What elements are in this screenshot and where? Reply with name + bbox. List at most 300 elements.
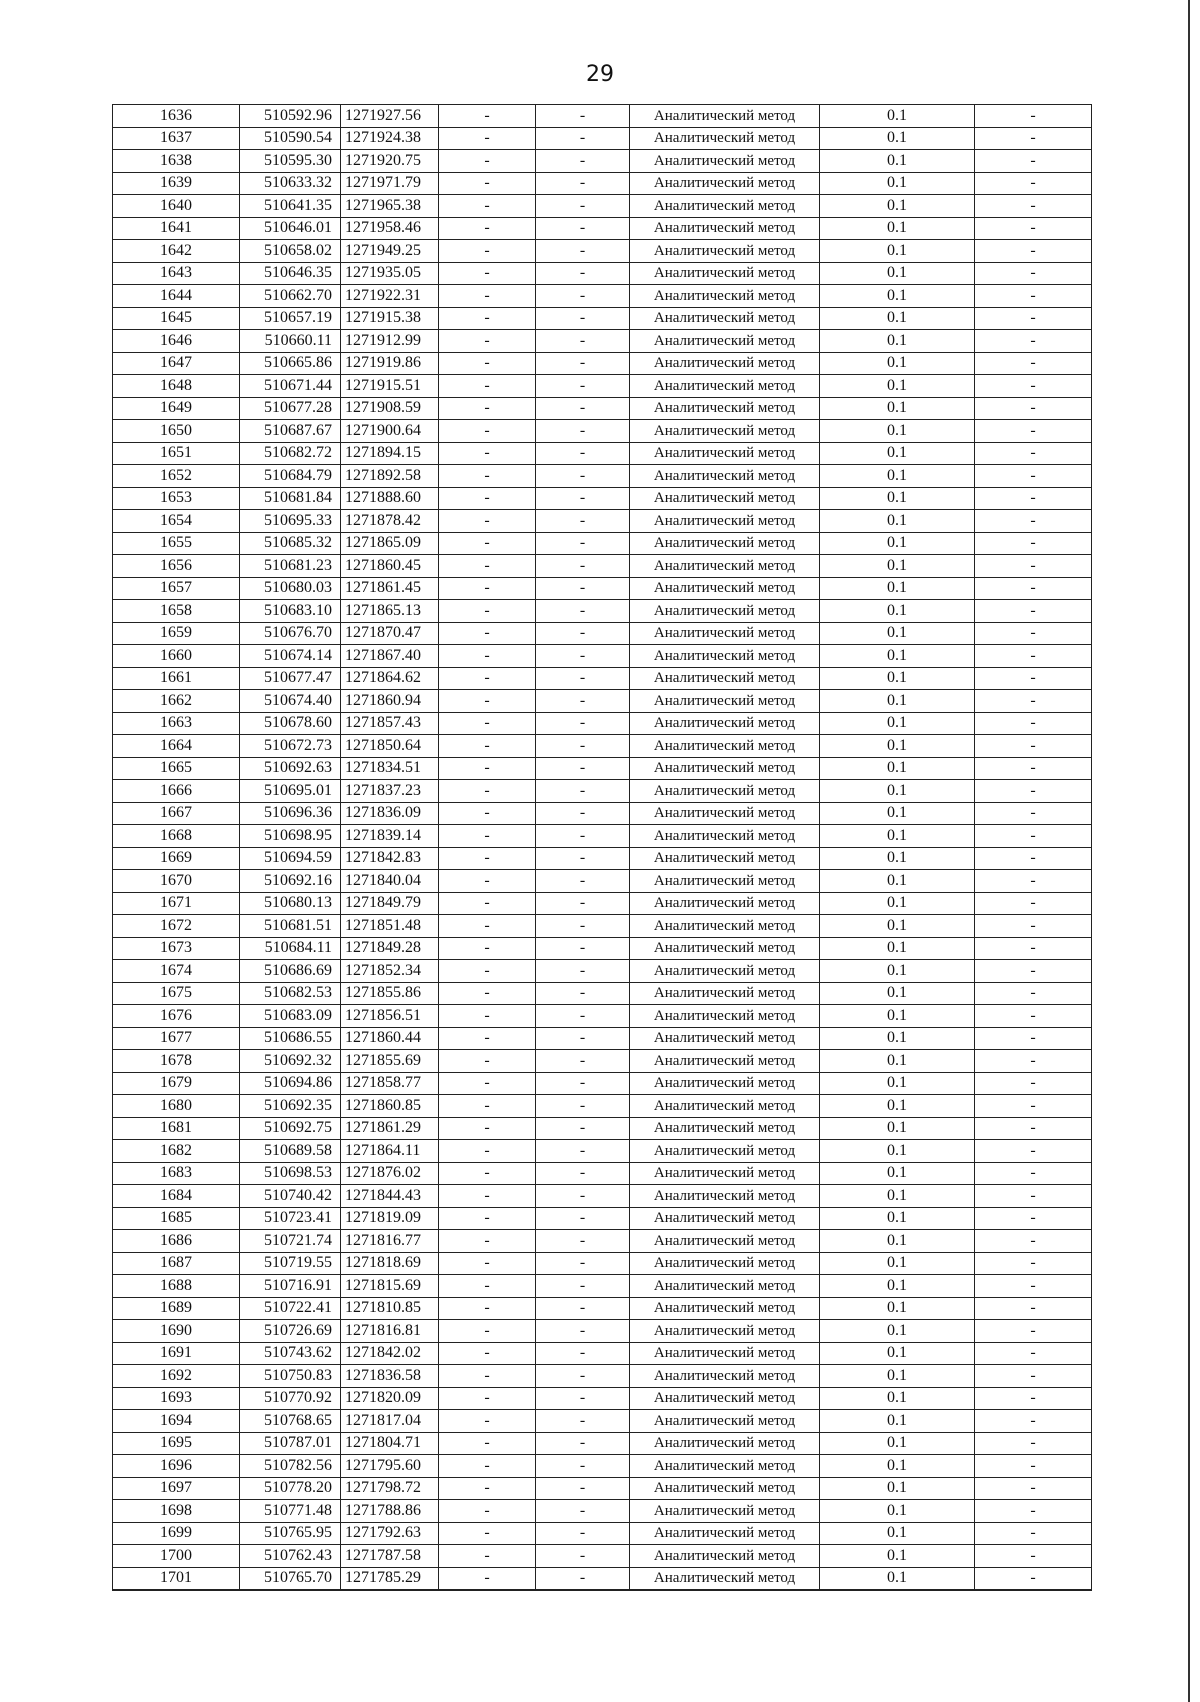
y-coordinate-cell: 1271815.69 [341, 1275, 439, 1298]
point-number-cell: 1652 [113, 465, 240, 488]
accuracy-cell: 0.1 [820, 1162, 975, 1185]
accuracy-cell: 0.1 [820, 780, 975, 803]
column-4-cell: - [439, 442, 536, 465]
x-coordinate-cell: 510676.70 [240, 622, 341, 645]
accuracy-cell: 0.1 [820, 1185, 975, 1208]
accuracy-cell: 0.1 [820, 960, 975, 983]
method-cell: Аналитический метод [630, 1072, 820, 1095]
x-coordinate-cell: 510680.03 [240, 577, 341, 600]
method-cell: Аналитический метод [630, 1387, 820, 1410]
column-4-cell: - [439, 555, 536, 578]
point-number-cell: 1679 [113, 1072, 240, 1095]
column-4-cell: - [439, 262, 536, 285]
accuracy-cell: 0.1 [820, 330, 975, 353]
table-row [113, 712, 1092, 735]
table-row [113, 397, 1092, 420]
x-coordinate-cell: 510695.01 [240, 780, 341, 803]
accuracy-cell: 0.1 [820, 1027, 975, 1050]
column-5-cell: - [536, 1342, 630, 1365]
y-coordinate-cell: 1271798.72 [341, 1477, 439, 1500]
x-coordinate-cell: 510687.67 [240, 420, 341, 443]
column-8-cell: - [975, 892, 1092, 915]
method-cell: Аналитический метод [630, 105, 820, 128]
accuracy-cell: 0.1 [820, 307, 975, 330]
point-number-cell: 1641 [113, 217, 240, 240]
accuracy-cell: 0.1 [820, 532, 975, 555]
x-coordinate-cell: 510770.92 [240, 1387, 341, 1410]
method-cell: Аналитический метод [630, 352, 820, 375]
column-5-cell: - [536, 127, 630, 150]
point-number-cell: 1683 [113, 1162, 240, 1185]
method-cell: Аналитический метод [630, 870, 820, 893]
column-5-cell: - [536, 712, 630, 735]
table-row [113, 1365, 1092, 1388]
point-number-cell: 1695 [113, 1432, 240, 1455]
method-cell: Аналитический метод [630, 510, 820, 533]
column-4-cell: - [439, 1365, 536, 1388]
accuracy-cell: 0.1 [820, 1477, 975, 1500]
x-coordinate-cell: 510672.73 [240, 735, 341, 758]
column-5-cell: - [536, 645, 630, 668]
table-row [113, 825, 1092, 848]
table-row [113, 285, 1092, 308]
column-4-cell: - [439, 1297, 536, 1320]
column-8-cell: - [975, 1455, 1092, 1478]
x-coordinate-cell: 510692.75 [240, 1117, 341, 1140]
x-coordinate-cell: 510782.56 [240, 1455, 341, 1478]
point-number-cell: 1645 [113, 307, 240, 330]
accuracy-cell: 0.1 [820, 127, 975, 150]
y-coordinate-cell: 1271795.60 [341, 1455, 439, 1478]
accuracy-cell: 0.1 [820, 757, 975, 780]
point-number-cell: 1667 [113, 802, 240, 825]
accuracy-cell: 0.1 [820, 487, 975, 510]
column-4-cell: - [439, 915, 536, 938]
x-coordinate-cell: 510750.83 [240, 1365, 341, 1388]
column-8-cell: - [975, 1095, 1092, 1118]
method-cell: Аналитический метод [630, 1342, 820, 1365]
column-4-cell: - [439, 1410, 536, 1433]
method-cell: Аналитический метод [630, 1320, 820, 1343]
accuracy-cell: 0.1 [820, 442, 975, 465]
column-8-cell: - [975, 1207, 1092, 1230]
column-5-cell: - [536, 1140, 630, 1163]
column-5-cell: - [536, 600, 630, 623]
y-coordinate-cell: 1271844.43 [341, 1185, 439, 1208]
method-cell: Аналитический метод [630, 802, 820, 825]
accuracy-cell: 0.1 [820, 1252, 975, 1275]
y-coordinate-cell: 1271817.04 [341, 1410, 439, 1433]
accuracy-cell: 0.1 [820, 1500, 975, 1523]
table-row [113, 1005, 1092, 1028]
column-8-cell: - [975, 555, 1092, 578]
column-4-cell: - [439, 1230, 536, 1253]
x-coordinate-cell: 510592.96 [240, 105, 341, 128]
method-cell: Аналитический метод [630, 1275, 820, 1298]
method-cell: Аналитический метод [630, 307, 820, 330]
column-8-cell: - [975, 825, 1092, 848]
x-coordinate-cell: 510723.41 [240, 1207, 341, 1230]
table-row [113, 1342, 1092, 1365]
coordinates-table [112, 104, 1092, 1591]
column-8-cell: - [975, 1117, 1092, 1140]
y-coordinate-cell: 1271851.48 [341, 915, 439, 938]
table-row [113, 307, 1092, 330]
table-row [113, 1207, 1092, 1230]
point-number-cell: 1675 [113, 982, 240, 1005]
method-cell: Аналитический метод [630, 622, 820, 645]
table-row [113, 487, 1092, 510]
column-4-cell: - [439, 1027, 536, 1050]
column-5-cell: - [536, 1185, 630, 1208]
x-coordinate-cell: 510641.35 [240, 195, 341, 218]
y-coordinate-cell: 1271818.69 [341, 1252, 439, 1275]
accuracy-cell: 0.1 [820, 172, 975, 195]
column-5-cell: - [536, 735, 630, 758]
point-number-cell: 1639 [113, 172, 240, 195]
accuracy-cell: 0.1 [820, 1342, 975, 1365]
column-8-cell: - [975, 150, 1092, 173]
column-8-cell: - [975, 307, 1092, 330]
y-coordinate-cell: 1271894.15 [341, 442, 439, 465]
column-4-cell: - [439, 285, 536, 308]
column-4-cell: - [439, 127, 536, 150]
table-row [113, 420, 1092, 443]
column-5-cell: - [536, 847, 630, 870]
column-4-cell: - [439, 375, 536, 398]
y-coordinate-cell: 1271900.64 [341, 420, 439, 443]
y-coordinate-cell: 1271971.79 [341, 172, 439, 195]
method-cell: Аналитический метод [630, 645, 820, 668]
x-coordinate-cell: 510680.13 [240, 892, 341, 915]
x-coordinate-cell: 510686.69 [240, 960, 341, 983]
column-4-cell: - [439, 892, 536, 915]
point-number-cell: 1680 [113, 1095, 240, 1118]
table-row [113, 240, 1092, 263]
point-number-cell: 1665 [113, 757, 240, 780]
column-8-cell: - [975, 780, 1092, 803]
method-cell: Аналитический метод [630, 532, 820, 555]
table-row [113, 645, 1092, 668]
table-row [113, 1230, 1092, 1253]
method-cell: Аналитический метод [630, 1500, 820, 1523]
column-4-cell: - [439, 240, 536, 263]
point-number-cell: 1681 [113, 1117, 240, 1140]
accuracy-cell: 0.1 [820, 420, 975, 443]
method-cell: Аналитический метод [630, 577, 820, 600]
column-4-cell: - [439, 825, 536, 848]
column-4-cell: - [439, 105, 536, 128]
x-coordinate-cell: 510682.53 [240, 982, 341, 1005]
point-number-cell: 1664 [113, 735, 240, 758]
column-4-cell: - [439, 870, 536, 893]
column-4-cell: - [439, 1050, 536, 1073]
table-row [113, 1455, 1092, 1478]
x-coordinate-cell: 510674.14 [240, 645, 341, 668]
y-coordinate-cell: 1271857.43 [341, 712, 439, 735]
x-coordinate-cell: 510646.01 [240, 217, 341, 240]
y-coordinate-cell: 1271864.11 [341, 1140, 439, 1163]
accuracy-cell: 0.1 [820, 600, 975, 623]
column-5-cell: - [536, 487, 630, 510]
column-8-cell: - [975, 1162, 1092, 1185]
table-row [113, 1275, 1092, 1298]
method-cell: Аналитический метод [630, 712, 820, 735]
x-coordinate-cell: 510692.35 [240, 1095, 341, 1118]
table-row [113, 622, 1092, 645]
column-5-cell: - [536, 1072, 630, 1095]
column-5-cell: - [536, 172, 630, 195]
column-8-cell: - [975, 600, 1092, 623]
method-cell: Аналитический метод [630, 285, 820, 308]
accuracy-cell: 0.1 [820, 510, 975, 533]
column-8-cell: - [975, 375, 1092, 398]
column-4-cell: - [439, 1005, 536, 1028]
table-row [113, 465, 1092, 488]
column-8-cell: - [975, 1567, 1092, 1590]
method-cell: Аналитический метод [630, 1477, 820, 1500]
method-cell: Аналитический метод [630, 1455, 820, 1478]
method-cell: Аналитический метод [630, 150, 820, 173]
method-cell: Аналитический метод [630, 375, 820, 398]
x-coordinate-cell: 510692.16 [240, 870, 341, 893]
column-5-cell: - [536, 937, 630, 960]
column-4-cell: - [439, 1522, 536, 1545]
table-row [113, 1027, 1092, 1050]
table-row [113, 195, 1092, 218]
method-cell: Аналитический метод [630, 555, 820, 578]
column-8-cell: - [975, 577, 1092, 600]
accuracy-cell: 0.1 [820, 1432, 975, 1455]
x-coordinate-cell: 510684.11 [240, 937, 341, 960]
y-coordinate-cell: 1271849.79 [341, 892, 439, 915]
point-number-cell: 1694 [113, 1410, 240, 1433]
y-coordinate-cell: 1271834.51 [341, 757, 439, 780]
column-5-cell: - [536, 1455, 630, 1478]
column-5-cell: - [536, 1252, 630, 1275]
point-number-cell: 1673 [113, 937, 240, 960]
point-number-cell: 1687 [113, 1252, 240, 1275]
column-8-cell: - [975, 420, 1092, 443]
accuracy-cell: 0.1 [820, 892, 975, 915]
x-coordinate-cell: 510787.01 [240, 1432, 341, 1455]
table-row [113, 1095, 1092, 1118]
method-cell: Аналитический метод [630, 1252, 820, 1275]
table-row [113, 1567, 1092, 1590]
column-4-cell: - [439, 982, 536, 1005]
y-coordinate-cell: 1271788.86 [341, 1500, 439, 1523]
point-number-cell: 1700 [113, 1545, 240, 1568]
accuracy-cell: 0.1 [820, 352, 975, 375]
method-cell: Аналитический метод [630, 780, 820, 803]
column-8-cell: - [975, 1005, 1092, 1028]
method-cell: Аналитический метод [630, 1005, 820, 1028]
column-8-cell: - [975, 397, 1092, 420]
accuracy-cell: 0.1 [820, 375, 975, 398]
column-8-cell: - [975, 982, 1092, 1005]
column-8-cell: - [975, 195, 1092, 218]
table-row [113, 352, 1092, 375]
column-8-cell: - [975, 1275, 1092, 1298]
point-number-cell: 1678 [113, 1050, 240, 1073]
column-8-cell: - [975, 105, 1092, 128]
point-number-cell: 1697 [113, 1477, 240, 1500]
column-5-cell: - [536, 555, 630, 578]
column-4-cell: - [439, 1185, 536, 1208]
column-8-cell: - [975, 735, 1092, 758]
y-coordinate-cell: 1271816.81 [341, 1320, 439, 1343]
column-4-cell: - [439, 960, 536, 983]
column-8-cell: - [975, 847, 1092, 870]
point-number-cell: 1692 [113, 1365, 240, 1388]
column-5-cell: - [536, 195, 630, 218]
column-4-cell: - [439, 1500, 536, 1523]
table-row [113, 960, 1092, 983]
y-coordinate-cell: 1271850.64 [341, 735, 439, 758]
point-number-cell: 1659 [113, 622, 240, 645]
table-row [113, 1387, 1092, 1410]
y-coordinate-cell: 1271792.63 [341, 1522, 439, 1545]
column-5-cell: - [536, 397, 630, 420]
column-8-cell: - [975, 645, 1092, 668]
point-number-cell: 1655 [113, 532, 240, 555]
column-8-cell: - [975, 1342, 1092, 1365]
point-number-cell: 1684 [113, 1185, 240, 1208]
column-5-cell: - [536, 667, 630, 690]
method-cell: Аналитический метод [630, 735, 820, 758]
column-5-cell: - [536, 622, 630, 645]
table-row [113, 1477, 1092, 1500]
column-8-cell: - [975, 1185, 1092, 1208]
x-coordinate-cell: 510743.62 [240, 1342, 341, 1365]
column-4-cell: - [439, 532, 536, 555]
column-4-cell: - [439, 510, 536, 533]
column-8-cell: - [975, 1477, 1092, 1500]
x-coordinate-cell: 510762.43 [240, 1545, 341, 1568]
column-8-cell: - [975, 915, 1092, 938]
column-5-cell: - [536, 1207, 630, 1230]
point-number-cell: 1663 [113, 712, 240, 735]
accuracy-cell: 0.1 [820, 217, 975, 240]
column-5-cell: - [536, 1567, 630, 1590]
x-coordinate-cell: 510657.19 [240, 307, 341, 330]
column-5-cell: - [536, 510, 630, 533]
table-row [113, 667, 1092, 690]
column-8-cell: - [975, 1050, 1092, 1073]
point-number-cell: 1685 [113, 1207, 240, 1230]
x-coordinate-cell: 510590.54 [240, 127, 341, 150]
y-coordinate-cell: 1271864.62 [341, 667, 439, 690]
accuracy-cell: 0.1 [820, 1320, 975, 1343]
point-number-cell: 1693 [113, 1387, 240, 1410]
table-row [113, 262, 1092, 285]
y-coordinate-cell: 1271816.77 [341, 1230, 439, 1253]
column-4-cell: - [439, 420, 536, 443]
point-number-cell: 1682 [113, 1140, 240, 1163]
point-number-cell: 1671 [113, 892, 240, 915]
x-coordinate-cell: 510677.47 [240, 667, 341, 690]
point-number-cell: 1672 [113, 915, 240, 938]
column-5-cell: - [536, 1432, 630, 1455]
column-4-cell: - [439, 330, 536, 353]
table-row [113, 1432, 1092, 1455]
table-body [113, 105, 1092, 1591]
table-row [113, 577, 1092, 600]
y-coordinate-cell: 1271935.05 [341, 262, 439, 285]
method-cell: Аналитический метод [630, 937, 820, 960]
method-cell: Аналитический метод [630, 240, 820, 263]
y-coordinate-cell: 1271912.99 [341, 330, 439, 353]
x-coordinate-cell: 510695.33 [240, 510, 341, 533]
method-cell: Аналитический метод [630, 1140, 820, 1163]
x-coordinate-cell: 510662.70 [240, 285, 341, 308]
column-4-cell: - [439, 1545, 536, 1568]
accuracy-cell: 0.1 [820, 870, 975, 893]
method-cell: Аналитический метод [630, 397, 820, 420]
column-4-cell: - [439, 1320, 536, 1343]
table-row [113, 1522, 1092, 1545]
table-row [113, 690, 1092, 713]
method-cell: Аналитический метод [630, 195, 820, 218]
column-8-cell: - [975, 1365, 1092, 1388]
table-row [113, 1072, 1092, 1095]
y-coordinate-cell: 1271865.13 [341, 600, 439, 623]
method-cell: Аналитический метод [630, 1207, 820, 1230]
column-4-cell: - [439, 352, 536, 375]
accuracy-cell: 0.1 [820, 915, 975, 938]
table-row [113, 1320, 1092, 1343]
y-coordinate-cell: 1271922.31 [341, 285, 439, 308]
column-8-cell: - [975, 757, 1092, 780]
y-coordinate-cell: 1271927.56 [341, 105, 439, 128]
column-8-cell: - [975, 285, 1092, 308]
column-5-cell: - [536, 375, 630, 398]
method-cell: Аналитический метод [630, 757, 820, 780]
accuracy-cell: 0.1 [820, 982, 975, 1005]
column-8-cell: - [975, 1545, 1092, 1568]
column-4-cell: - [439, 1432, 536, 1455]
y-coordinate-cell: 1271836.09 [341, 802, 439, 825]
y-coordinate-cell: 1271855.69 [341, 1050, 439, 1073]
method-cell: Аналитический метод [630, 1567, 820, 1590]
column-4-cell: - [439, 1162, 536, 1185]
x-coordinate-cell: 510683.09 [240, 1005, 341, 1028]
x-coordinate-cell: 510683.10 [240, 600, 341, 623]
column-8-cell: - [975, 1252, 1092, 1275]
column-5-cell: - [536, 1320, 630, 1343]
method-cell: Аналитический метод [630, 1545, 820, 1568]
column-8-cell: - [975, 262, 1092, 285]
method-cell: Аналитический метод [630, 1365, 820, 1388]
column-5-cell: - [536, 240, 630, 263]
table-row [113, 555, 1092, 578]
method-cell: Аналитический метод [630, 1050, 820, 1073]
method-cell: Аналитический метод [630, 330, 820, 353]
y-coordinate-cell: 1271849.28 [341, 937, 439, 960]
column-5-cell: - [536, 870, 630, 893]
method-cell: Аналитический метод [630, 465, 820, 488]
column-5-cell: - [536, 960, 630, 983]
column-8-cell: - [975, 1297, 1092, 1320]
point-number-cell: 1698 [113, 1500, 240, 1523]
y-coordinate-cell: 1271836.58 [341, 1365, 439, 1388]
accuracy-cell: 0.1 [820, 1545, 975, 1568]
x-coordinate-cell: 510671.44 [240, 375, 341, 398]
accuracy-cell: 0.1 [820, 690, 975, 713]
point-number-cell: 1637 [113, 127, 240, 150]
column-8-cell: - [975, 1522, 1092, 1545]
point-number-cell: 1636 [113, 105, 240, 128]
